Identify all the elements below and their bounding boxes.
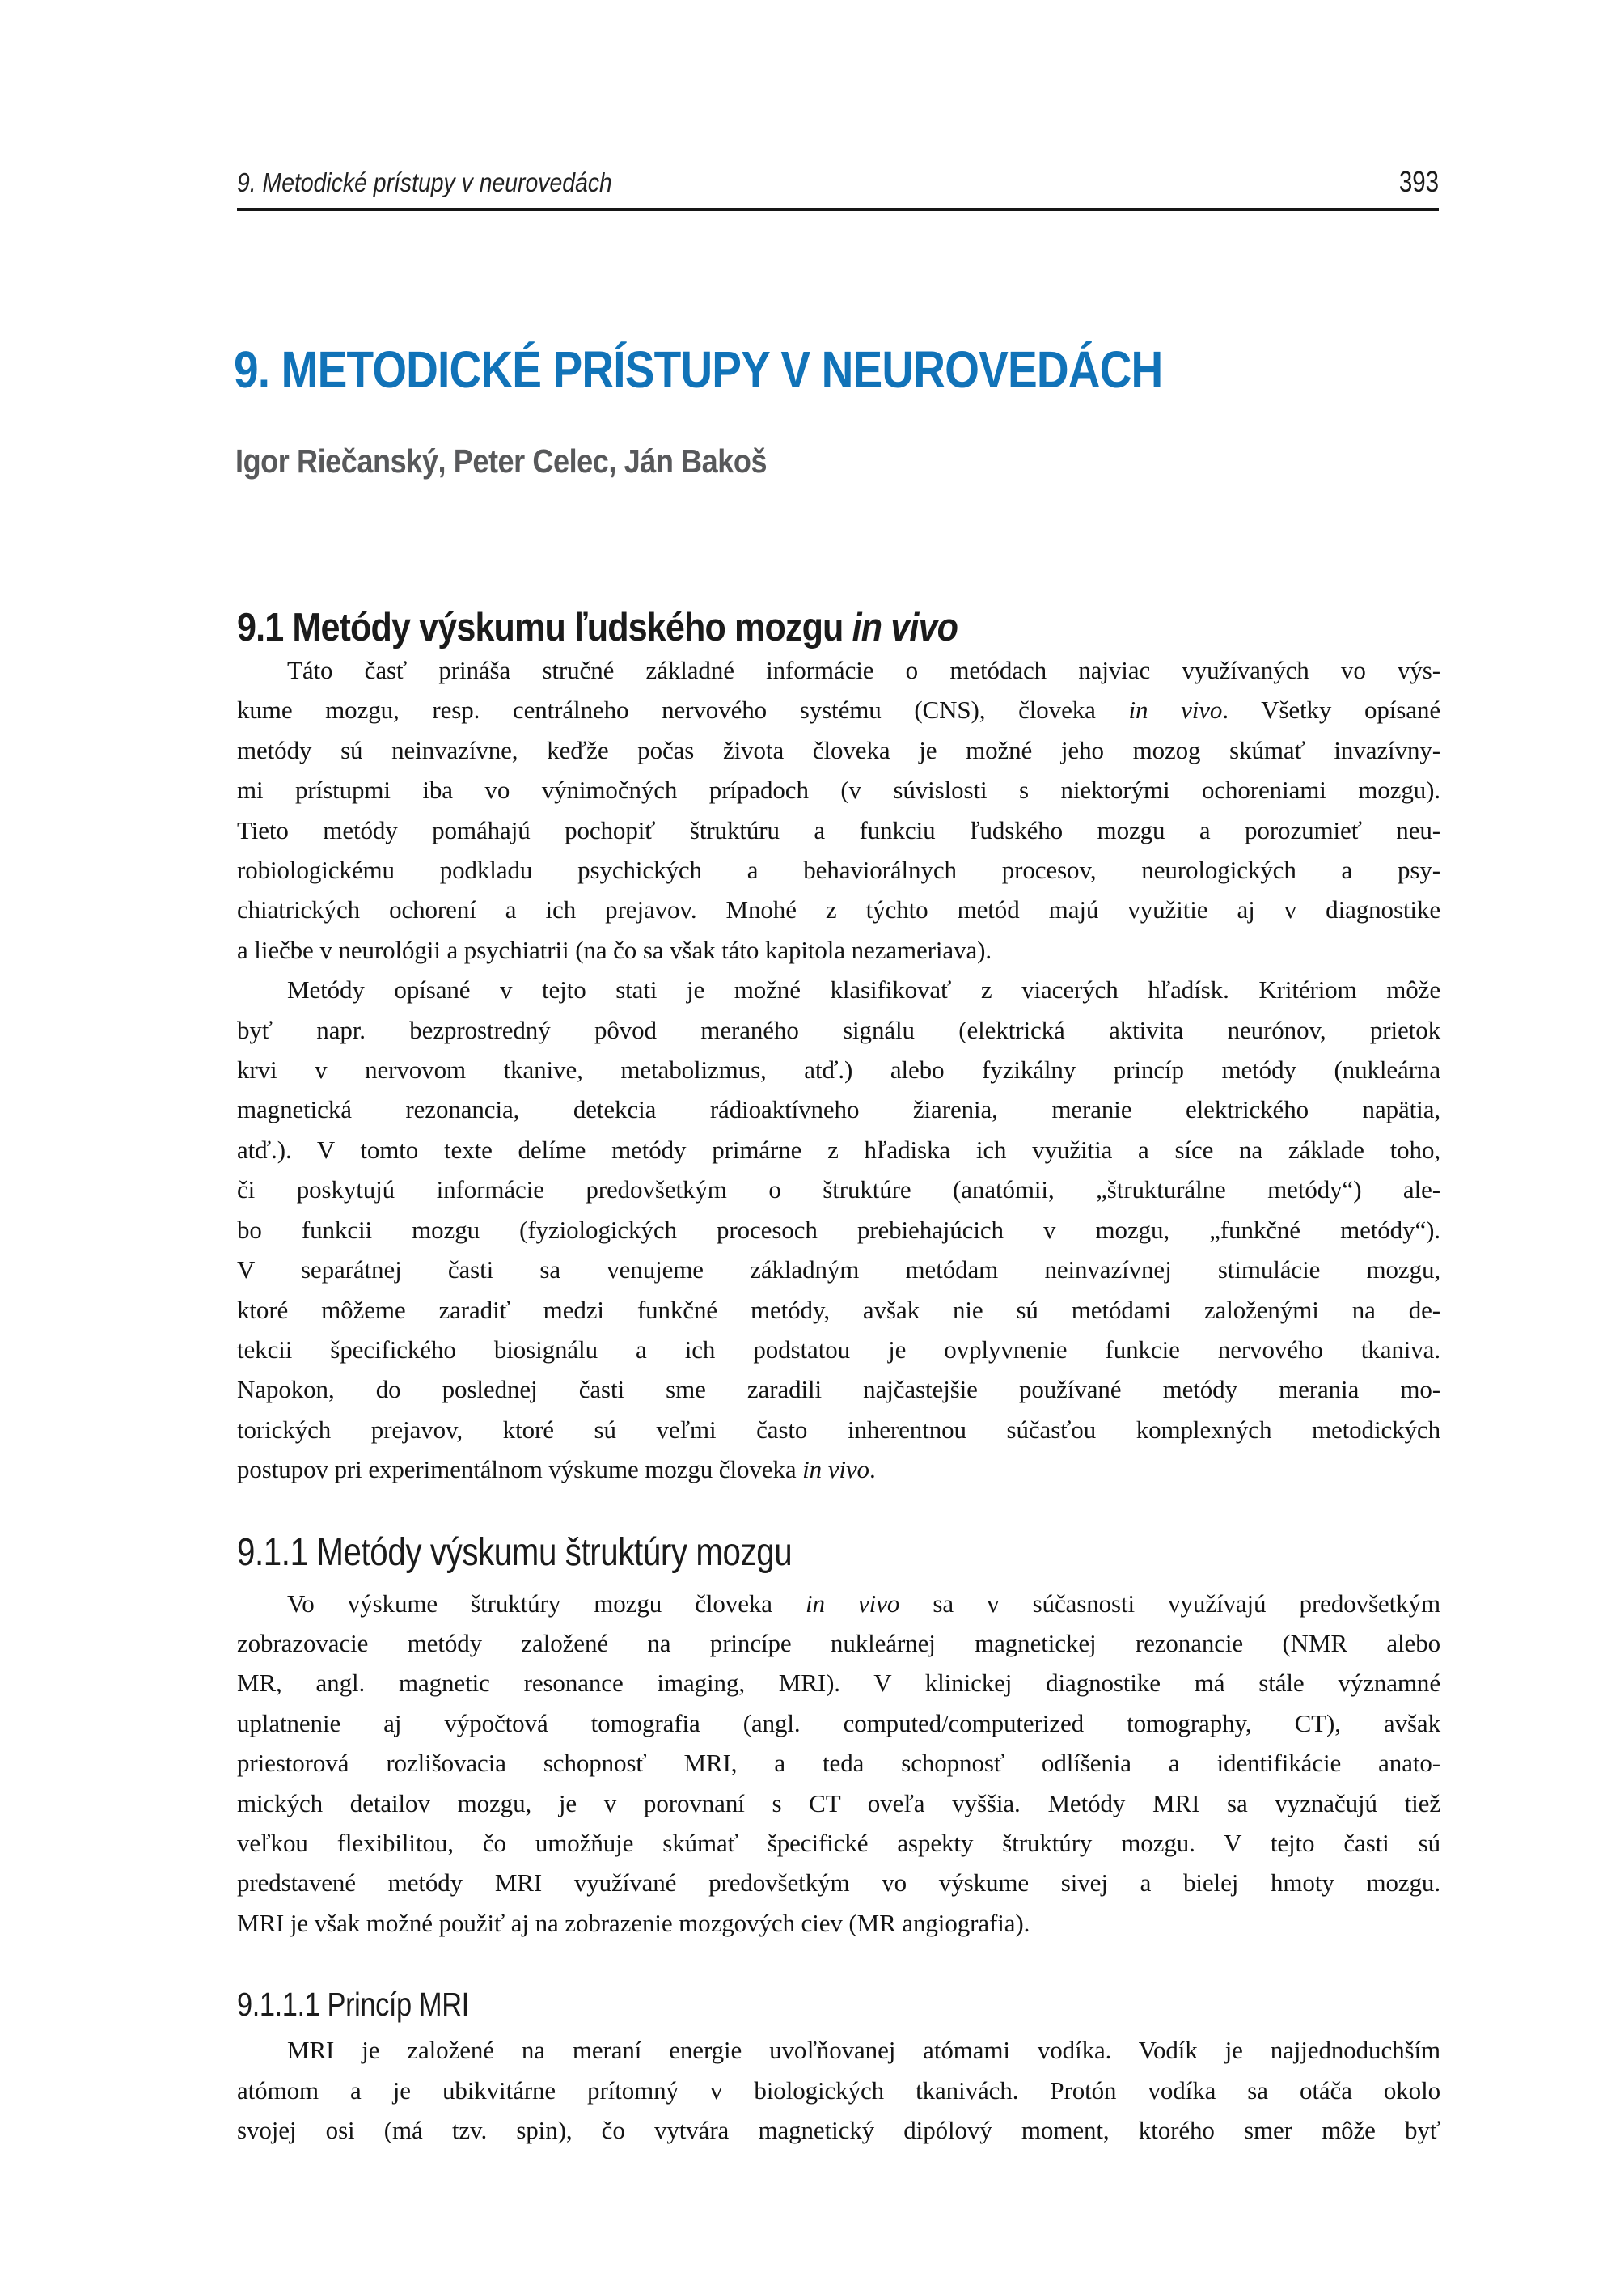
text-line xyxy=(237,1823,1440,1863)
paragraph-9-1-b xyxy=(237,970,1440,1489)
text-segment: 9.1.1 Metódy výskumu štruktúry mozgu xyxy=(237,1530,793,1574)
text-line xyxy=(237,1743,1440,1783)
text-line xyxy=(237,1410,1440,1449)
text-line xyxy=(237,2030,1440,2070)
text-line xyxy=(237,1703,1440,1743)
italic-text-segment: in vivo xyxy=(1128,696,1223,725)
text-line xyxy=(237,850,1440,890)
text-segment: atď.). V tomto texte delíme metódy primárne z hľadiska ich využitia a síce na základe toho, xyxy=(237,1135,1440,1164)
content-column xyxy=(237,605,1440,2150)
text-segment: V separátnej časti sa venujeme základným metódam neinvazívnej stimulácie mozgu, xyxy=(237,1255,1440,1284)
italic-text-segment: in vivo xyxy=(802,1455,869,1484)
text-line xyxy=(237,1863,1440,1902)
header-rule xyxy=(237,208,1439,211)
text-line xyxy=(237,1663,1440,1703)
text-segment: tekcii špecifického biosignálu a ich podstatou je ovplyvnenie funkcie nervového tkaniva. xyxy=(237,1335,1440,1364)
text-segment: Tieto metódy pomáhajú pochopiť štruktúru a funkciu ľudského mozgu a porozumieť neu- xyxy=(237,815,1440,844)
text-line xyxy=(237,650,1440,690)
text-line xyxy=(237,1369,1440,1409)
text-segment: priestorová rozlišovacia schopnosť MRI, a teda schopnosť odlíšenia a identifikácie anato- xyxy=(237,1749,1440,1778)
text-segment: magnetická rezonancia, detekcia rádioaktívneho žiarenia, meranie elektrického napätia, xyxy=(237,1095,1440,1124)
text-segment: bo funkcii mozgu (fyziologických procesoch prebiehajúcich v mozgu, „funkčné metódy“). xyxy=(237,1215,1440,1244)
paragraph-9-1-a xyxy=(237,650,1440,970)
text-segment: mi prístupmi iba vo výnimočných prípadoch (v súvislosti s niektorými ochoreniami mozgu). xyxy=(237,776,1440,805)
text-segment: byť napr. bezprostredný pôvod meraného signálu (elektrická aktivita neurónov, prietok xyxy=(237,1015,1440,1044)
text-segment: Metódy opísané v tejto stati je možné klasifikovať z viacerých hľadísk. Kritériom môže xyxy=(287,975,1440,1005)
text-segment: chiatrických ochorení a ich prejavov. Mnohé z týchto metód majú využitie aj v diagnostike xyxy=(237,895,1440,924)
text-line xyxy=(237,1050,1440,1089)
chapter-authors: Igor Riečanský, Peter Celec, Ján Bakoš xyxy=(235,442,768,480)
text-line xyxy=(237,1250,1440,1289)
italic-text-segment: in vivo xyxy=(806,1589,900,1618)
text-segment: MR, angl. magnetic resonance imaging, MRI). V klinickej diagnostike má stále významné xyxy=(237,1669,1440,1698)
text-segment: mických detailov mozgu, je v porovnaní s CT oveľa vyššia. Metódy MRI sa vyznačujú tiež xyxy=(237,1788,1440,1817)
text-segment: Táto časť prináša stručné základné informácie o metódach najviac využívaných vo výs- xyxy=(287,656,1440,684)
text-line xyxy=(237,1010,1440,1050)
text-line xyxy=(237,730,1440,770)
text-segment: zobrazovacie metódy založené na princípe nukleárnej magnetickej rezonancie (NMR alebo xyxy=(237,1628,1440,1657)
text-line xyxy=(237,1290,1440,1330)
paragraph-9-1-1-a xyxy=(237,1584,1440,1944)
text-line xyxy=(237,890,1440,929)
running-header-title: 9. Metodické prístupy v neurovedách xyxy=(237,167,612,197)
page-number: 393 xyxy=(1398,165,1439,198)
text-line xyxy=(237,770,1440,810)
text-segment: metódy sú neinvazívne, keďže počas života človeka je možné jeho mozog skúmať invazívny- xyxy=(237,735,1440,764)
running-header xyxy=(237,165,1439,199)
text-line xyxy=(237,1449,1440,1489)
text-segment: robiologickému podkladu psychických a behaviorálnych procesov, neurologických a psy- xyxy=(237,856,1440,885)
text-line xyxy=(237,1903,1440,1943)
text-segment: svojej osi (má tzv. spin), čo vytvára magnetický dipólový moment, ktorého smer môže byť xyxy=(237,2116,1440,2144)
text-line xyxy=(237,1210,1440,1250)
text-segment: ktoré môžeme zaradiť medzi funkčné metódy, avšak nie sú metódami založenými na de- xyxy=(237,1295,1440,1324)
text-line xyxy=(237,1584,1440,1623)
chapter-title: 9. METODICKÉ PRÍSTUPY V NEUROVEDÁCH xyxy=(234,341,1163,399)
text-line xyxy=(237,1170,1440,1209)
text-line xyxy=(237,1130,1440,1170)
text-segment: či poskytujú informácie predovšetkým o štruktúre (anatómii, „štrukturálne metódy“) ale- xyxy=(237,1175,1440,1204)
text-segment: a liečbe v neurológii a psychiatrii (na čo sa však táto kapitola nezameriava). xyxy=(237,935,992,964)
text-segment: MRI je však možné použiť aj na zobrazenie mozgových ciev (MR angiografia). xyxy=(237,1908,1030,1937)
text-line xyxy=(237,2110,1440,2150)
text-segment: Napokon, do poslednej časti sme zaradili najčastejšie používané metódy merania mo- xyxy=(237,1375,1440,1404)
text-segment: uplatnenie aj výpočtová tomografia (angl. computed/computerized tomography, CT), avšak xyxy=(237,1708,1440,1737)
text-line xyxy=(237,810,1440,850)
text-segment: veľkou flexibilitou, čo umožňuje skúmať špecifické aspekty štruktúry mozgu. V tejto časti sú xyxy=(237,1828,1440,1857)
italic-text-segment: in vivo xyxy=(852,606,958,649)
text-line xyxy=(237,690,1440,730)
text-segment: atómom a je ubikvitárne prítomný v biologických tkanivách. Protón vodíka sa otáča okolo xyxy=(237,2075,1440,2105)
section-heading-9-1-1 xyxy=(237,1530,1248,1576)
text-line xyxy=(237,930,1440,970)
text-segment: 9.1 Metódy výskumu ľudského mozgu xyxy=(237,606,852,649)
text-segment: 9.1.1.1 Princíp MRI xyxy=(237,1986,469,2024)
text-line xyxy=(237,970,1440,1009)
text-segment: . Všetky opísané xyxy=(1222,696,1441,725)
text-segment: sa v súčasnosti využívajú predovšetkým xyxy=(899,1589,1440,1618)
text-line xyxy=(237,1089,1440,1129)
text-segment: postupov pri experimentálnom výskume mozgu človeka xyxy=(237,1455,803,1484)
text-segment: kume mozgu, resp. centrálneho nervového systému (CNS), človeka xyxy=(237,696,1129,725)
text-segment: Vo výskume štruktúry mozgu človeka xyxy=(287,1589,806,1618)
text-segment: MRI je založené na meraní energie uvoľňovanej atómami vodíka. Vodík je najjednoduchším xyxy=(287,2036,1440,2065)
section-heading-9-1-1-1 xyxy=(237,1985,1248,2024)
text-line xyxy=(237,2071,1440,2110)
text-segment: . xyxy=(869,1455,876,1484)
text-line xyxy=(237,1330,1440,1369)
text-segment: torických prejavov, ktoré sú veľmi často inherentnou súčasťou komplexných metodických xyxy=(237,1415,1440,1444)
text-line xyxy=(237,1783,1440,1823)
text-segment: predstavené metódy MRI využívané predovšetkým vo výskume sivej a bielej hmoty mozgu. xyxy=(237,1868,1440,1897)
section-heading-9-1 xyxy=(237,605,1296,650)
text-line xyxy=(237,1623,1440,1663)
paragraph-9-1-1-1-a xyxy=(237,2030,1440,2150)
text-segment: krvi v nervovom tkanive, metabolizmus, atď.) alebo fyzikálny princíp metódy (nukleárna xyxy=(237,1056,1440,1085)
